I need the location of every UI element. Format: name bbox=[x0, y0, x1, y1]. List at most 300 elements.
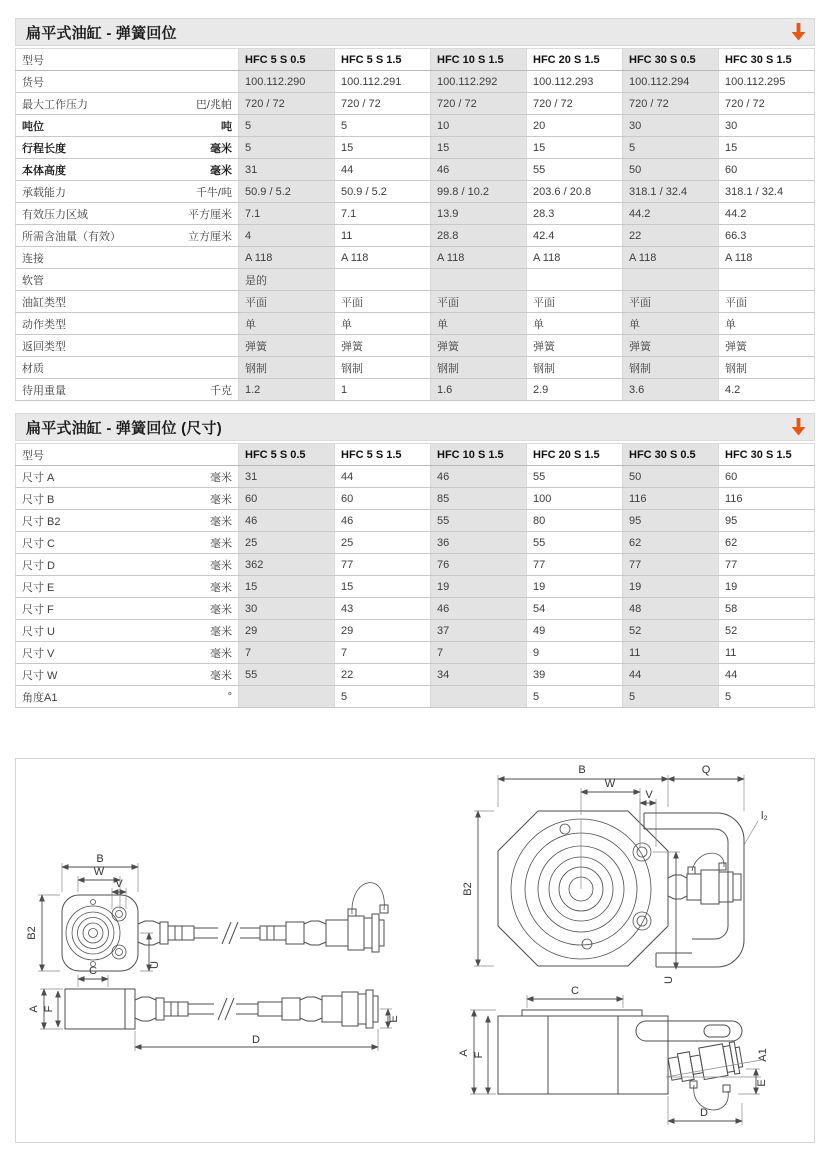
value-cell: 46 bbox=[431, 159, 527, 181]
row-label: 本体高度 bbox=[22, 164, 66, 177]
row-unit: 毫米 bbox=[210, 164, 232, 177]
value-cell: 1.6 bbox=[431, 379, 527, 401]
table-row bbox=[16, 642, 815, 664]
row-label-cell bbox=[16, 335, 239, 357]
value-cell: 10 bbox=[431, 115, 527, 137]
row-label-cell bbox=[16, 510, 239, 532]
value-cell: 100 bbox=[527, 488, 623, 510]
value-cell: 99.8 / 10.2 bbox=[431, 181, 527, 203]
value-cell: 7 bbox=[335, 642, 431, 664]
column-header-model: HFC 5 S 1.5 bbox=[335, 49, 431, 71]
row-label-cell bbox=[16, 159, 239, 181]
value-cell: 44 bbox=[623, 664, 719, 686]
table-row bbox=[16, 488, 815, 510]
value-cell: 55 bbox=[527, 159, 623, 181]
row-unit: 毫米 bbox=[210, 625, 232, 638]
column-header-model: HFC 5 S 1.5 bbox=[335, 444, 431, 466]
value-cell: 28.3 bbox=[527, 203, 623, 225]
dim-label-b2: B2 bbox=[26, 926, 38, 940]
value-cell bbox=[431, 686, 527, 708]
hose-assembly bbox=[135, 990, 378, 1028]
value-cell: 100.112.290 bbox=[239, 71, 335, 93]
header-row bbox=[16, 49, 815, 71]
table-row bbox=[16, 576, 815, 598]
row-label: 有效压力区域 bbox=[22, 208, 88, 221]
value-cell: 60 bbox=[719, 466, 815, 488]
row-label-cell bbox=[16, 71, 239, 93]
value-cell: 100.112.295 bbox=[719, 71, 815, 93]
value-cell: 7 bbox=[431, 642, 527, 664]
value-cell: 平面 bbox=[239, 291, 335, 313]
value-cell: 5 bbox=[239, 115, 335, 137]
value-cell: 单 bbox=[335, 313, 431, 335]
value-cell: 19 bbox=[527, 576, 623, 598]
value-cell: A 118 bbox=[719, 247, 815, 269]
value-cell: 116 bbox=[623, 488, 719, 510]
row-label: 尺寸 C bbox=[22, 537, 55, 550]
row-label-cell bbox=[16, 93, 239, 115]
row-unit: ° bbox=[227, 690, 232, 703]
value-cell bbox=[527, 269, 623, 291]
row-label: 所需含油量（有效） bbox=[22, 230, 121, 243]
value-cell: 66.3 bbox=[719, 225, 815, 247]
value-cell: 116 bbox=[719, 488, 815, 510]
row-unit: 毫米 bbox=[210, 603, 232, 616]
value-cell: 29 bbox=[335, 620, 431, 642]
row-label: 尺寸 D bbox=[22, 559, 55, 572]
row-label-cell bbox=[16, 554, 239, 576]
value-cell: 44 bbox=[335, 159, 431, 181]
value-cell: 43 bbox=[335, 598, 431, 620]
value-cell: 55 bbox=[239, 664, 335, 686]
large-cylinder-side-view bbox=[458, 985, 769, 1125]
value-cell: 52 bbox=[623, 620, 719, 642]
value-cell: 5 bbox=[719, 686, 815, 708]
value-cell: 31 bbox=[239, 159, 335, 181]
value-cell: 7.1 bbox=[239, 203, 335, 225]
column-header-model: HFC 20 S 1.5 bbox=[527, 49, 623, 71]
dim-label-e: E bbox=[756, 1079, 768, 1087]
table-row bbox=[16, 554, 815, 576]
table-row bbox=[16, 159, 815, 181]
value-cell: 15 bbox=[527, 137, 623, 159]
value-cell: 58 bbox=[719, 598, 815, 620]
value-cell: 85 bbox=[431, 488, 527, 510]
row-label-cell bbox=[16, 313, 239, 335]
value-cell: 19 bbox=[623, 576, 719, 598]
value-cell: 29 bbox=[239, 620, 335, 642]
value-cell: 5 bbox=[239, 137, 335, 159]
coiled-hose bbox=[644, 813, 744, 967]
row-label-cell bbox=[16, 642, 239, 664]
value-cell: 720 / 72 bbox=[527, 93, 623, 115]
row-label: 尺寸 W bbox=[22, 669, 58, 682]
row-unit: 毫米 bbox=[210, 471, 232, 484]
row-label: 尺寸 A bbox=[22, 471, 55, 484]
large-cylinder-top-view bbox=[462, 764, 768, 984]
row-label: 吨位 bbox=[22, 120, 44, 133]
value-cell: 15 bbox=[239, 576, 335, 598]
value-cell: 720 / 72 bbox=[719, 93, 815, 115]
value-cell: 22 bbox=[623, 225, 719, 247]
row-label: 最大工作压力 bbox=[22, 98, 88, 111]
value-cell: 60 bbox=[335, 488, 431, 510]
value-cell: 60 bbox=[719, 159, 815, 181]
value-cell: 11 bbox=[719, 642, 815, 664]
value-cell: 48 bbox=[623, 598, 719, 620]
table1-title-bar bbox=[15, 18, 815, 46]
value-cell: 弹簧 bbox=[719, 335, 815, 357]
dim-label-b: B bbox=[578, 764, 586, 776]
value-cell: 单 bbox=[431, 313, 527, 335]
value-cell: 15 bbox=[431, 137, 527, 159]
value-cell: 5 bbox=[335, 115, 431, 137]
table-row bbox=[16, 71, 815, 93]
dim-label-c: C bbox=[89, 965, 97, 977]
value-cell: 单 bbox=[239, 313, 335, 335]
row-label-cell bbox=[16, 357, 239, 379]
value-cell: 62 bbox=[719, 532, 815, 554]
row-unit: 毫米 bbox=[210, 559, 232, 572]
table-row bbox=[16, 335, 815, 357]
dim-label-q: Q bbox=[701, 764, 711, 776]
value-cell: 318.1 / 32.4 bbox=[623, 181, 719, 203]
value-cell: 44.2 bbox=[719, 203, 815, 225]
value-cell: 720 / 72 bbox=[239, 93, 335, 115]
column-header-model: HFC 5 S 0.5 bbox=[239, 444, 335, 466]
row-label: 角度A1 bbox=[22, 691, 58, 704]
row-label: 尺寸 V bbox=[22, 647, 55, 660]
row-unit: 立方厘米 bbox=[188, 230, 232, 243]
dim-label-u: U bbox=[663, 976, 675, 984]
dimension-table-section bbox=[15, 413, 815, 708]
dim-label-u: U bbox=[149, 961, 161, 969]
value-cell: 50 bbox=[623, 466, 719, 488]
value-cell: 弹簧 bbox=[623, 335, 719, 357]
dim-label-d: D bbox=[700, 1107, 708, 1119]
spec-table bbox=[15, 48, 815, 401]
value-cell: 46 bbox=[335, 510, 431, 532]
value-cell: 100.112.292 bbox=[431, 71, 527, 93]
table-row bbox=[16, 532, 815, 554]
table-row bbox=[16, 510, 815, 532]
value-cell: 100.112.291 bbox=[335, 71, 431, 93]
row-unit: 毫米 bbox=[210, 493, 232, 506]
value-cell: 50.9 / 5.2 bbox=[239, 181, 335, 203]
value-cell: 19 bbox=[431, 576, 527, 598]
value-cell: 2.9 bbox=[527, 379, 623, 401]
dim-label-e: E bbox=[388, 1015, 400, 1023]
row-unit: 平方厘米 bbox=[188, 208, 232, 221]
value-cell: 平面 bbox=[623, 291, 719, 313]
technical-drawing bbox=[16, 759, 814, 1142]
value-cell: 3.6 bbox=[623, 379, 719, 401]
row-unit: 千克 bbox=[210, 384, 232, 397]
dim-label-w: W bbox=[93, 866, 105, 878]
row-unit: 毫米 bbox=[210, 142, 232, 155]
value-cell: 46 bbox=[431, 598, 527, 620]
table-row bbox=[16, 225, 815, 247]
row-unit: 千牛/吨 bbox=[195, 186, 232, 199]
value-cell: 15 bbox=[335, 137, 431, 159]
table-row bbox=[16, 115, 815, 137]
row-label-cell bbox=[16, 379, 239, 401]
value-cell: 4.2 bbox=[719, 379, 815, 401]
value-cell: 22 bbox=[335, 664, 431, 686]
value-cell: 44.2 bbox=[623, 203, 719, 225]
dim-label-a: A bbox=[458, 1049, 470, 1057]
value-cell: 5 bbox=[335, 686, 431, 708]
value-cell: 76 bbox=[431, 554, 527, 576]
value-cell: 7 bbox=[239, 642, 335, 664]
value-cell: 50 bbox=[623, 159, 719, 181]
value-cell: 15 bbox=[719, 137, 815, 159]
row-label-cell bbox=[16, 598, 239, 620]
value-cell: 52 bbox=[719, 620, 815, 642]
dim-label-c: C bbox=[571, 985, 579, 997]
value-cell: 362 bbox=[239, 554, 335, 576]
value-cell: 25 bbox=[239, 532, 335, 554]
value-cell: 100.112.294 bbox=[623, 71, 719, 93]
value-cell: 弹簧 bbox=[335, 335, 431, 357]
value-cell: 钢制 bbox=[431, 357, 527, 379]
value-cell: 203.6 / 20.8 bbox=[527, 181, 623, 203]
value-cell: 39 bbox=[527, 664, 623, 686]
value-cell: 单 bbox=[527, 313, 623, 335]
value-cell: 44 bbox=[335, 466, 431, 488]
value-cell: A 118 bbox=[239, 247, 335, 269]
row-label-cell bbox=[16, 225, 239, 247]
column-header-model: HFC 10 S 1.5 bbox=[431, 49, 527, 71]
value-cell: 单 bbox=[719, 313, 815, 335]
row-label-cell bbox=[16, 620, 239, 642]
value-cell: 37 bbox=[431, 620, 527, 642]
dimension-drawings-panel bbox=[15, 758, 815, 1143]
row-label: 待用重量 bbox=[22, 384, 66, 397]
table-row bbox=[16, 664, 815, 686]
row-label: 尺寸 U bbox=[22, 625, 55, 638]
row-label-cell bbox=[16, 203, 239, 225]
value-cell: 单 bbox=[623, 313, 719, 335]
value-cell bbox=[431, 269, 527, 291]
row-unit: 毫米 bbox=[210, 515, 232, 528]
value-cell: A 118 bbox=[527, 247, 623, 269]
value-cell: 19 bbox=[719, 576, 815, 598]
table-row bbox=[16, 137, 815, 159]
dim-label-b2: B2 bbox=[462, 882, 474, 896]
value-cell: 11 bbox=[335, 225, 431, 247]
value-cell: 95 bbox=[719, 510, 815, 532]
table-row bbox=[16, 181, 815, 203]
column-header-model: HFC 10 S 1.5 bbox=[431, 444, 527, 466]
value-cell: 钢制 bbox=[239, 357, 335, 379]
value-cell: 弹簧 bbox=[239, 335, 335, 357]
value-cell: A 118 bbox=[623, 247, 719, 269]
row-unit: 毫米 bbox=[210, 669, 232, 682]
value-cell: 9 bbox=[527, 642, 623, 664]
value-cell: 77 bbox=[719, 554, 815, 576]
angled-coupler bbox=[667, 1041, 743, 1085]
value-cell: 49 bbox=[527, 620, 623, 642]
value-cell: 11 bbox=[623, 642, 719, 664]
value-cell: 5 bbox=[623, 137, 719, 159]
table-row bbox=[16, 686, 815, 708]
dim-label-a1: A1 bbox=[757, 1048, 769, 1062]
table-row bbox=[16, 269, 815, 291]
value-cell: 平面 bbox=[527, 291, 623, 313]
value-cell bbox=[239, 686, 335, 708]
spec-table-section bbox=[15, 0, 815, 401]
value-cell: 5 bbox=[527, 686, 623, 708]
value-cell: A 118 bbox=[431, 247, 527, 269]
dim-label-v: V bbox=[115, 878, 123, 890]
value-cell: 弹簧 bbox=[527, 335, 623, 357]
value-cell: 平面 bbox=[431, 291, 527, 313]
jump-down-arrow-icon[interactable] bbox=[791, 418, 806, 436]
value-cell: 30 bbox=[623, 115, 719, 137]
row-label-cell bbox=[16, 576, 239, 598]
row-label: 尺寸 B bbox=[22, 493, 55, 506]
value-cell: 55 bbox=[431, 510, 527, 532]
table-row bbox=[16, 313, 815, 335]
column-header-model: HFC 30 S 1.5 bbox=[719, 49, 815, 71]
column-header-model: HFC 20 S 1.5 bbox=[527, 444, 623, 466]
table2-title: 扁平式油缸 - 弹簧回位 (尺寸) bbox=[26, 419, 222, 437]
row-label-cell bbox=[16, 269, 239, 291]
value-cell: 15 bbox=[335, 576, 431, 598]
value-cell: 95 bbox=[623, 510, 719, 532]
dim-label-f: F bbox=[43, 1005, 55, 1013]
value-cell: 42.4 bbox=[527, 225, 623, 247]
value-cell: 720 / 72 bbox=[623, 93, 719, 115]
dim-label-f: F bbox=[473, 1051, 485, 1059]
value-cell: 55 bbox=[527, 532, 623, 554]
table-row bbox=[16, 247, 815, 269]
table-row bbox=[16, 379, 815, 401]
hose-label-l2: l₂ bbox=[761, 810, 768, 822]
table-row bbox=[16, 466, 815, 488]
row-label-cell bbox=[16, 137, 239, 159]
column-header-model: HFC 30 S 0.5 bbox=[623, 444, 719, 466]
jump-down-arrow-icon[interactable] bbox=[791, 23, 806, 41]
row-label: 材质 bbox=[22, 362, 44, 375]
value-cell: A 118 bbox=[335, 247, 431, 269]
value-cell: 25 bbox=[335, 532, 431, 554]
value-cell: 钢制 bbox=[527, 357, 623, 379]
value-cell: 55 bbox=[527, 466, 623, 488]
value-cell: 77 bbox=[527, 554, 623, 576]
value-cell: 1.2 bbox=[239, 379, 335, 401]
value-cell: 100.112.293 bbox=[527, 71, 623, 93]
row-unit: 毫米 bbox=[210, 537, 232, 550]
column-header-model: HFC 30 S 0.5 bbox=[623, 49, 719, 71]
row-label: 尺寸 F bbox=[22, 603, 54, 616]
value-cell: 30 bbox=[719, 115, 815, 137]
row-label-cell bbox=[16, 115, 239, 137]
value-cell: 4 bbox=[239, 225, 335, 247]
row-label: 尺寸 E bbox=[22, 581, 55, 594]
value-cell: 钢制 bbox=[335, 357, 431, 379]
table1-title: 扁平式油缸 - 弹簧回位 bbox=[26, 24, 177, 42]
value-cell: 平面 bbox=[719, 291, 815, 313]
dimension-table bbox=[15, 443, 815, 708]
value-cell: 50.9 / 5.2 bbox=[335, 181, 431, 203]
value-cell bbox=[623, 269, 719, 291]
table-row bbox=[16, 93, 815, 115]
value-cell: 31 bbox=[239, 466, 335, 488]
dim-label-b: B bbox=[96, 853, 104, 865]
row-label: 行程长度 bbox=[22, 142, 66, 155]
table-row bbox=[16, 357, 815, 379]
value-cell: 钢制 bbox=[623, 357, 719, 379]
value-cell: 80 bbox=[527, 510, 623, 532]
value-cell bbox=[335, 269, 431, 291]
row-label: 返回类型 bbox=[22, 340, 66, 353]
row-label: 货号 bbox=[22, 76, 44, 89]
row-label-cell bbox=[16, 181, 239, 203]
value-cell: 钢制 bbox=[719, 357, 815, 379]
value-cell: 62 bbox=[623, 532, 719, 554]
dim-label-v: V bbox=[645, 789, 653, 801]
small-cylinder-top-view bbox=[26, 853, 388, 971]
value-cell: 36 bbox=[431, 532, 527, 554]
value-cell: 720 / 72 bbox=[431, 93, 527, 115]
row-unit: 毫米 bbox=[210, 581, 232, 594]
value-cell: 44 bbox=[719, 664, 815, 686]
dim-label-w: W bbox=[604, 778, 616, 790]
column-header-model: HFC 5 S 0.5 bbox=[239, 49, 335, 71]
value-cell: 77 bbox=[335, 554, 431, 576]
table-row bbox=[16, 620, 815, 642]
row-label: 承载能力 bbox=[22, 186, 66, 199]
column-header-model: HFC 30 S 1.5 bbox=[719, 444, 815, 466]
value-cell: 720 / 72 bbox=[335, 93, 431, 115]
value-cell: 20 bbox=[527, 115, 623, 137]
row-label-cell bbox=[16, 488, 239, 510]
row-label-cell bbox=[16, 686, 239, 708]
row-label-cell bbox=[16, 291, 239, 313]
hose-assembly bbox=[138, 883, 388, 952]
value-cell: 弹簧 bbox=[431, 335, 527, 357]
table-row bbox=[16, 203, 815, 225]
value-cell: 是的 bbox=[239, 269, 335, 291]
row-label-cell bbox=[16, 466, 239, 488]
row-unit: 毫米 bbox=[210, 647, 232, 660]
model-column-label: 型号 bbox=[16, 444, 239, 466]
row-label: 软管 bbox=[22, 274, 44, 287]
model-column-label: 型号 bbox=[16, 49, 239, 71]
table2-title-bar bbox=[15, 413, 815, 441]
table-row bbox=[16, 291, 815, 313]
value-cell: 28.8 bbox=[431, 225, 527, 247]
dim-label-a: A bbox=[28, 1005, 40, 1013]
value-cell bbox=[719, 269, 815, 291]
value-cell: 77 bbox=[623, 554, 719, 576]
row-unit: 吨 bbox=[221, 120, 232, 133]
small-cylinder-side-view bbox=[28, 965, 400, 1051]
header-row bbox=[16, 444, 815, 466]
row-label: 尺寸 B2 bbox=[22, 515, 61, 528]
row-label-cell bbox=[16, 247, 239, 269]
row-label: 动作类型 bbox=[22, 318, 66, 331]
value-cell: 30 bbox=[239, 598, 335, 620]
value-cell: 318.1 / 32.4 bbox=[719, 181, 815, 203]
row-unit: 巴/兆帕 bbox=[195, 98, 232, 111]
value-cell: 54 bbox=[527, 598, 623, 620]
row-label-cell bbox=[16, 532, 239, 554]
value-cell: 34 bbox=[431, 664, 527, 686]
value-cell: 7.1 bbox=[335, 203, 431, 225]
